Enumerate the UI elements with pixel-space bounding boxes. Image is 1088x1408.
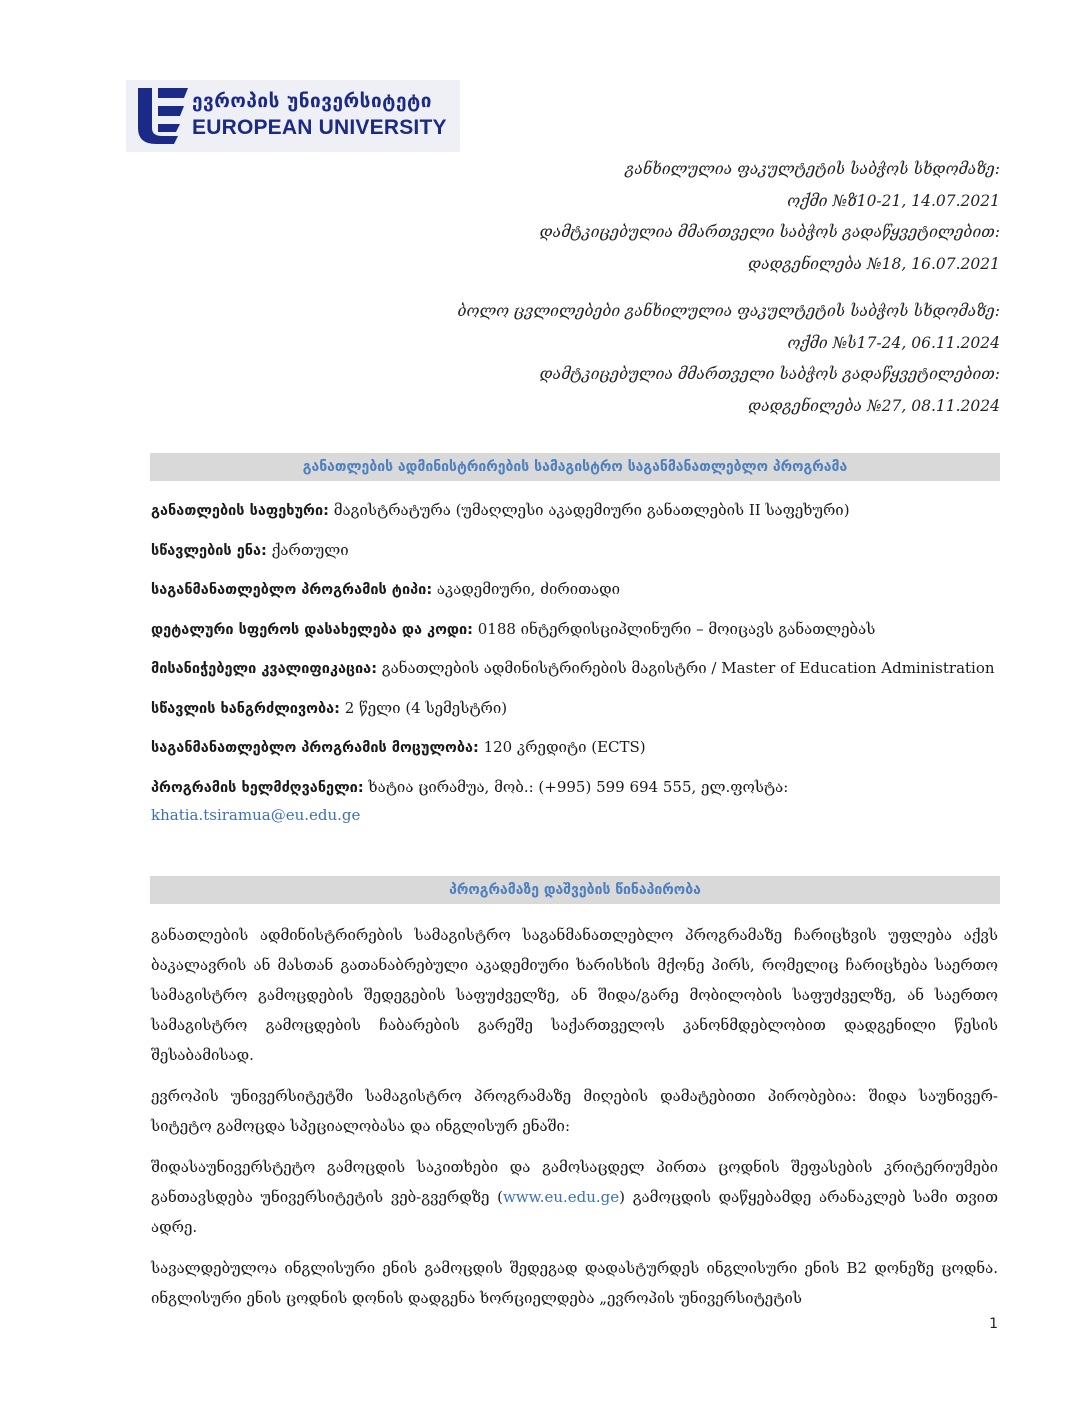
field-value: ხატია ცირამუა, მობ.: (+995) 599 694 555, ელ.ფოსტა: bbox=[363, 777, 789, 796]
field-label: განათლების საფეხური: bbox=[151, 503, 329, 519]
paragraph: ევროპის უნივერსიტეტში სამაგისტრო პროგრამაზე მიღების დამატებითი პირობებია: შიდა საუნივერ-სიტეტო გამოცდა სპეციალობასა და ინგლისურ ენაში: bbox=[151, 1087, 998, 1135]
field-qualification bbox=[151, 655, 998, 683]
field-level bbox=[151, 497, 998, 525]
program-info bbox=[151, 497, 998, 840]
paragraph-text: ) გამოცდის დაწყებამდე არანაკლებ სამი თვით ადრე. bbox=[151, 1188, 998, 1236]
paragraph bbox=[151, 1152, 998, 1242]
field-detailed-area bbox=[151, 616, 998, 644]
paragraph-text: შიდასაუნივერსტეტო გამოცდის საკითხები და გამოსაცდელ პირთა ცოდნის შეფასების კრიტერიუმები განთავსდება უნივერსიტეტის ვებ-გვერდზე ( bbox=[151, 1158, 998, 1206]
paragraph: განათლების ადმინისტრირების სამაგისტრო საგანმანათლებლო პროგრამაზე ჩარიცხვის უფლება აქვს ბაკალავრის ან მასთან გათანაბრებული აკადემიური ხარისხის მქონე პირს, რომელიც ჩარიცხება საერთო სამაგისტრო გამოცდების შედეგების საფუძველზე, ან შიდა/გარე მობილობის საფუძველზე, ან საერთო სამაგისტრო გამოცდების ჩაბარების გარეშე საქართველოს კანონმდებლობით დადგენილი წესის შესაბამისად. bbox=[151, 926, 998, 1064]
field-duration bbox=[151, 695, 998, 723]
website-link[interactable]: www.eu.edu.ge bbox=[502, 1188, 620, 1206]
approval-line: ოქმი №ს17-24, 06.11.2024 bbox=[787, 333, 1000, 352]
field-label: სწავლის ხანგრძლივობა: bbox=[151, 700, 340, 717]
approval-line: ბოლო ცვლილებები განხილულია ფაკულტეტის საბჭოს სხდომაზე: bbox=[457, 302, 1000, 320]
field-language bbox=[151, 537, 998, 565]
section-heading-program: განათლების ადმინისტრირების სამაგისტრო საგანმანათლებლო პროგრამა bbox=[150, 453, 1000, 481]
field-value: 120 კრედიტი (ECTS) bbox=[478, 738, 646, 756]
approval-line: დამტკიცებულია მმართველი საბჭოს გადაწყვეტილებით: bbox=[539, 365, 1000, 383]
paragraph: სავალდებულოა ინგლისური ენის გამოცდის შედეგად დადასტურდეს ინგლისური ენის B2 დონეზე ცოდნა. ინგლისური ენის ცოდნის დონის დადგენა ხორციელდება „ევროპის უნივერსიტეტის bbox=[151, 1259, 998, 1307]
page-number: 1 bbox=[989, 1316, 998, 1332]
field-label: სწავლების ენა: bbox=[151, 542, 267, 559]
field-value: განათლების ადმინისტრირების მაგისტრი / Master of Education Administration bbox=[377, 659, 995, 677]
approval-line: დამტკიცებულია მმართველი საბჭოს გადაწყვეტილებით: bbox=[539, 223, 1000, 241]
logo-text-english: EUROPEAN UNIVERSITY bbox=[192, 116, 447, 139]
field-value: აკადემიური, ძირითადი bbox=[432, 580, 621, 598]
field-label: პროგრამის ხელმძღვანელი: bbox=[151, 779, 364, 796]
field-label: საგანმანათლებლო პროგრამის მოცულობა: bbox=[151, 740, 479, 756]
field-volume bbox=[151, 734, 998, 762]
approval-block bbox=[458, 154, 1000, 422]
logo-text-georgian: ევროპის უნივერსიტეტი bbox=[192, 90, 433, 112]
approval-line: განხილულია ფაკულტეტის საბჭოს სხდომაზე: bbox=[625, 160, 1000, 178]
admission-text bbox=[151, 920, 998, 1324]
field-value: ქართული bbox=[266, 540, 349, 559]
section-heading-admission: პროგრამაზე დაშვების წინაპირობა bbox=[150, 876, 1000, 904]
university-logo bbox=[126, 80, 460, 152]
approval-line: დადგენილება №18, 16.07.2021 bbox=[748, 254, 1000, 273]
field-label: საგანმანათლებლო პროგრამის ტიპი: bbox=[151, 582, 433, 598]
approval-line: დადგენილება №27, 08.11.2024 bbox=[748, 396, 1000, 415]
field-value: 0188 ინტერდისციპლინური – მოიცავს განათლებას bbox=[472, 619, 876, 638]
field-value: 2 წელი (4 სემესტრი) bbox=[339, 698, 508, 717]
field-value: მაგისტრატურა (უმაღლესი აკადემიური განათლების II საფეხური) bbox=[328, 501, 850, 519]
field-type bbox=[151, 576, 998, 604]
field-label: დეტალური სფეროს დასახელება და კოდი: bbox=[151, 621, 473, 638]
eu-logo-icon bbox=[134, 86, 190, 146]
approval-line: ოქმი №ზ10-21, 14.07.2021 bbox=[787, 191, 1000, 210]
field-program-head bbox=[151, 774, 998, 829]
field-label: მისანიჭებელი კვალიფიკაცია: bbox=[151, 661, 377, 677]
email-link[interactable]: khatia.tsiramua@eu.edu.ge bbox=[151, 805, 361, 824]
